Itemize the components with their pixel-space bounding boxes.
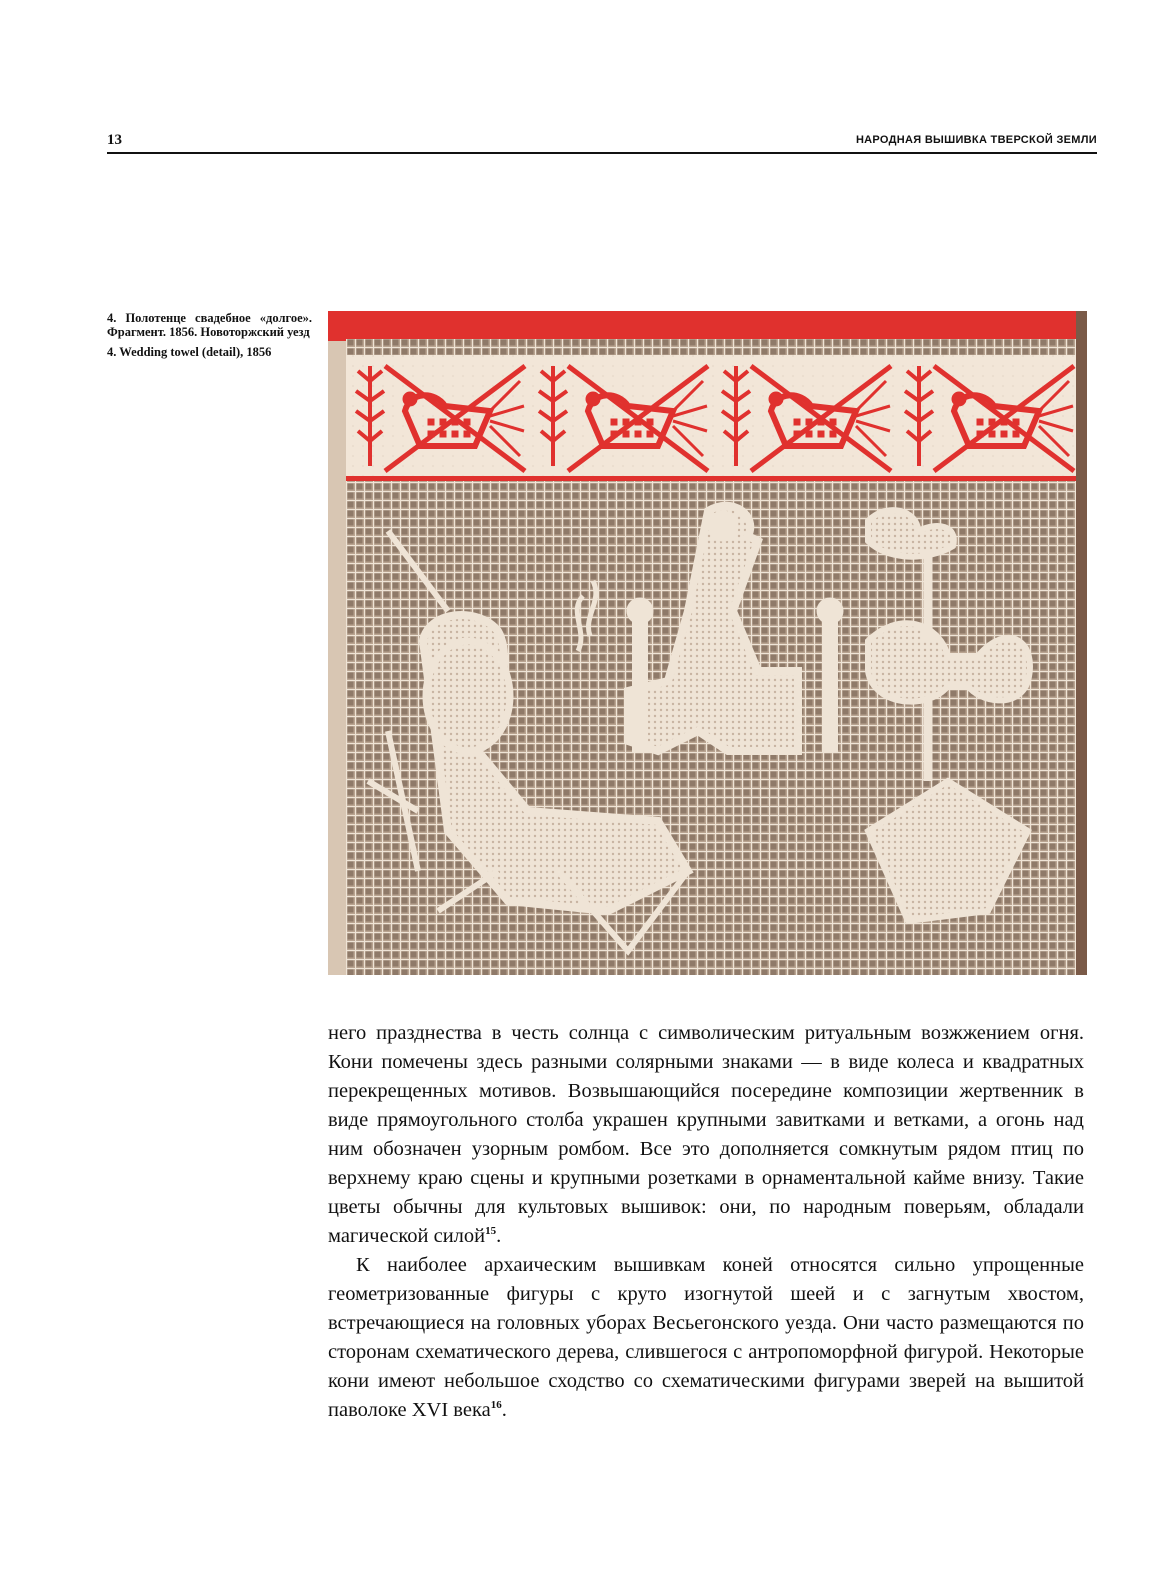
paragraph-2-end: .: [501, 1399, 507, 1421]
paragraph-1-text: него празднества в честь солнца с символическим ритуальным возжжением огня. Кони помечены здесь разными солярными знаками — в виде колеса и квадратных перекрещенных мотивов. Возвышающийся посередине композиции жертвенник в виде прямоугольного столба украшен крупными завитками и ветками, а огонь над ним обозначен узорным ромбом. Все это дополняется сомкнутым рядом птиц по верхнему краю сцены и крупными розетками в орнаментальной кайме внизу. Такие цветы обычны для культовых вышивок: они, по народным поверьям, обладали магической силой: [328, 1022, 1084, 1247]
paragraph-2: [328, 1251, 1084, 1425]
embroidered-towel-photo: [328, 311, 1087, 975]
caption-english: 4. Wedding towel (detail), 1856: [107, 345, 272, 359]
caption-russian: 4. Полотенце свадебное «долгое». Фрагмент. 1856. Новоторжский уезд: [107, 311, 312, 339]
paragraph-1-end: .: [496, 1225, 502, 1247]
article-body: [328, 1019, 1084, 1425]
page-number: 13: [107, 132, 122, 148]
towel-illustration: [328, 311, 1087, 975]
red-top-band: [328, 311, 1087, 341]
running-title: НАРОДНАЯ ВЫШИВКА ТВЕРСКОЙ ЗЕМЛИ: [855, 134, 1097, 146]
footnote-ref-15[interactable]: 15: [485, 1225, 497, 1238]
page-header: [107, 128, 1097, 154]
figure-caption: [107, 311, 312, 365]
paragraph-2-text: К наиболее архаическим вышивкам коней относятся сильно упрощенные геометризованные фигуры с круто изогнутой шеей и с загнутым хвостом, встречающиеся на головных уборах Весьегонского уезда. Они часто размещаются по сторонам схематического дерева, слившегося с антропоморфной фигурой. Некоторые кони имеют небольшое сходство со схематическими фигурами зверей на вышитой паволоке XVI века: [328, 1254, 1084, 1421]
paragraph-1: [328, 1019, 1084, 1251]
footnote-ref-16[interactable]: 16: [490, 1399, 502, 1412]
